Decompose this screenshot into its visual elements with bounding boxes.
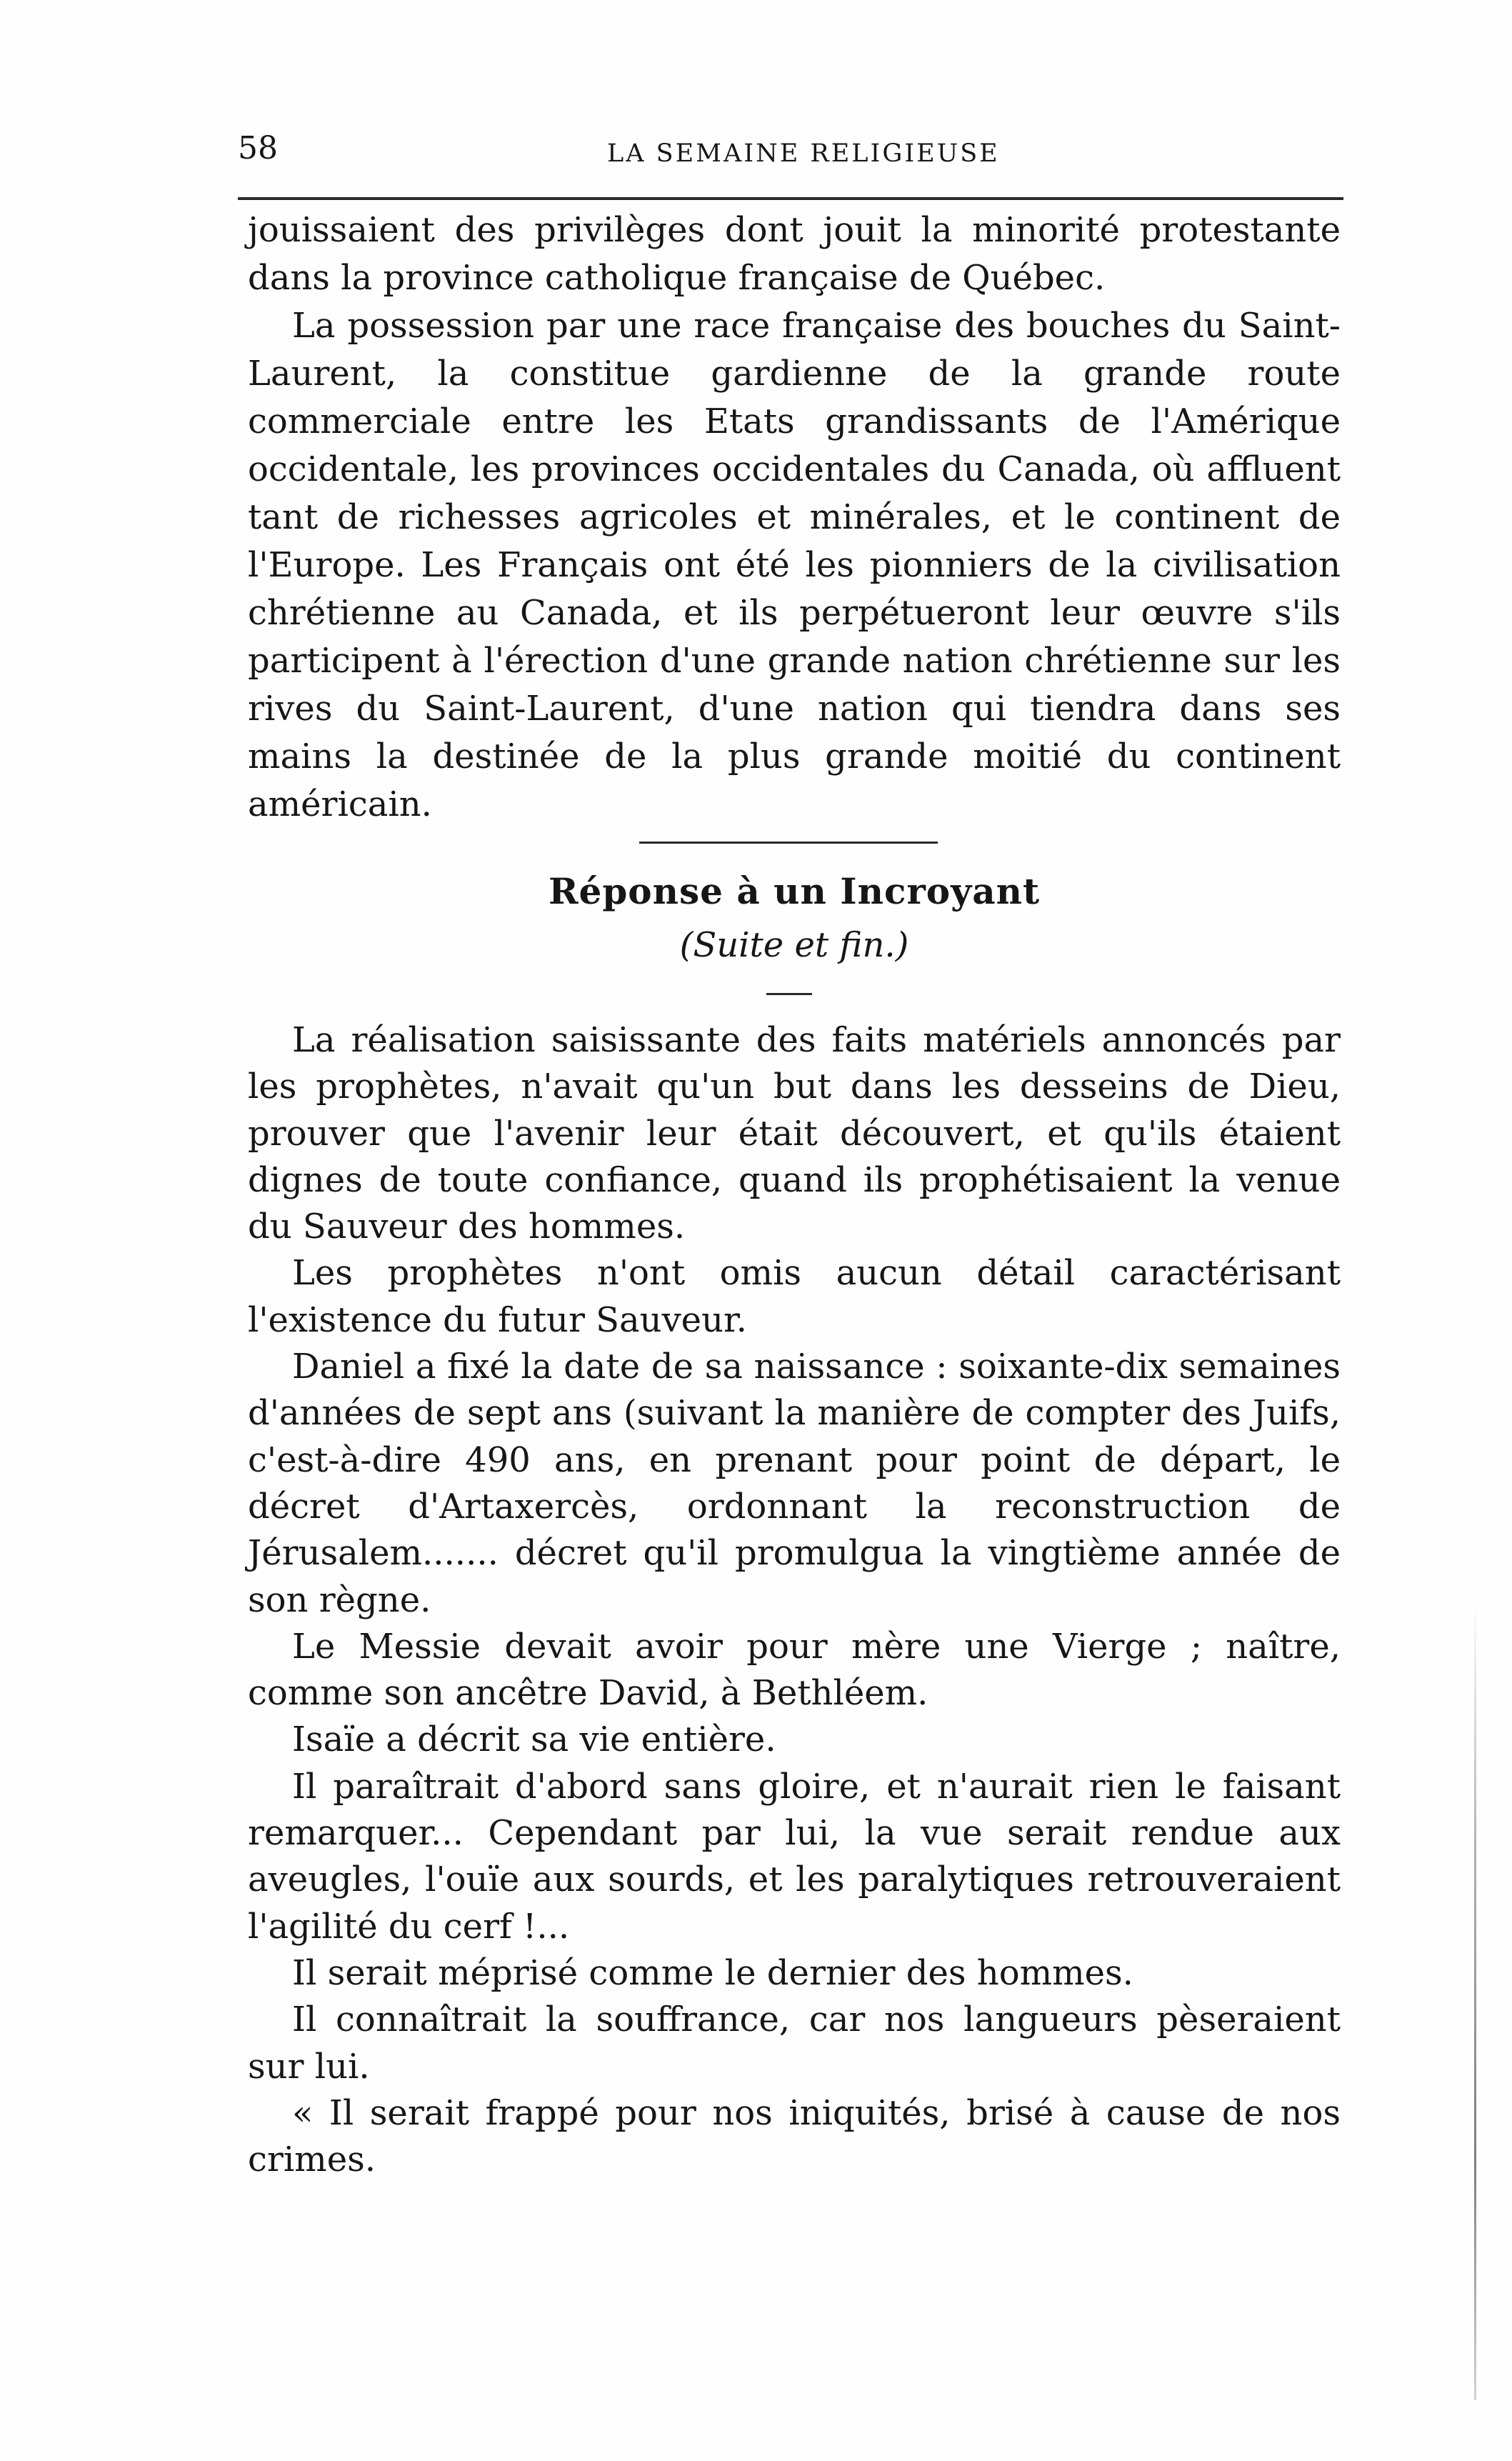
paragraph: Il connaîtrait la souffrance, car nos langueurs pèseraient sur lui. xyxy=(248,2000,1341,2087)
paragraph: La possession par une race française des bouches du Saint-Laurent, la constitue gardienne de la grande route commerciale entre les Etats grandissants de l'Amérique occidentale, les provinces occidentales du Canada, où affluent tant de richesses agricoles et minérales, et le continent de l'Europe. Les Français ont été les pionniers de la civilisation chrétienne au Canada, et ils perpétueront leur œuvre s'ils participent à l'érection d'une grande nation chrétienne sur les rives du Saint-Laurent, d'une nation qui tiendra dans ses mains la destinée de la plus grande moitié du continent américain. xyxy=(248,306,1341,824)
paragraph: « Il serait frappé pour nos iniquités, brisé à cause de nos crimes. xyxy=(248,2092,1341,2180)
title-divider xyxy=(766,993,812,995)
paragraph: Isaïe a décrit sa vie entière. xyxy=(292,1719,776,1760)
paragraph: Le Messie devait avoir pour mère une Vierge ; naître, comme son ancêtre David, à Bethléem. xyxy=(248,1626,1341,1714)
continuation-text xyxy=(248,206,1341,829)
paragraph: Les prophètes n'ont omis aucun détail caractérisant l'existence du futur Sauveur. xyxy=(248,1253,1341,1340)
article-body xyxy=(248,1017,1341,2183)
header-rule xyxy=(238,197,1343,200)
section-divider xyxy=(639,842,938,844)
paragraph: La réalisation saisissante des faits matériels annoncés par les prophètes, n'avait qu'un but dans les desseins de Dieu, prouver que l'avenir leur était découvert, et qu'ils étaient dignes de toute confiance, quand ils prophétisaient la venue du Sauveur des hommes. xyxy=(248,1020,1341,1247)
paragraph: jouissaient des privilèges dont jouit la minorité protestante dans la province catholique française de Québec. xyxy=(248,210,1341,298)
scan-edge-shadow xyxy=(1474,1600,1476,2400)
paragraph: Il paraîtrait d'abord sans gloire, et n'aurait rien le faisant remarquer... Cependant par lui, la vue serait rendue aux aveugles, l'ouïe aux sourds, et les paralytiques retrouveraient l'agilité du cerf !... xyxy=(248,1766,1341,1947)
paragraph: Il serait méprisé comme le dernier des hommes. xyxy=(292,1952,1133,1993)
article-title: Réponse à un Incroyant xyxy=(548,870,1041,912)
paragraph: Daniel a fixé la date de sa naissance : soixante-dix semaines d'années de sept ans (suivant la manière de compter des Juifs, c'est-à-dire 490 ans, en prenant pour point de départ, le décret d'Artaxercès, ordonnant la reconstruction de Jérusalem....... décret qu'il promulgua la vingtième année de son règne. xyxy=(248,1347,1341,1620)
page-number: 58 xyxy=(238,130,278,166)
article-subtitle: (Suite et fin.) xyxy=(679,925,909,965)
running-head: LA SEMAINE RELIGIEUSE xyxy=(607,139,1000,168)
